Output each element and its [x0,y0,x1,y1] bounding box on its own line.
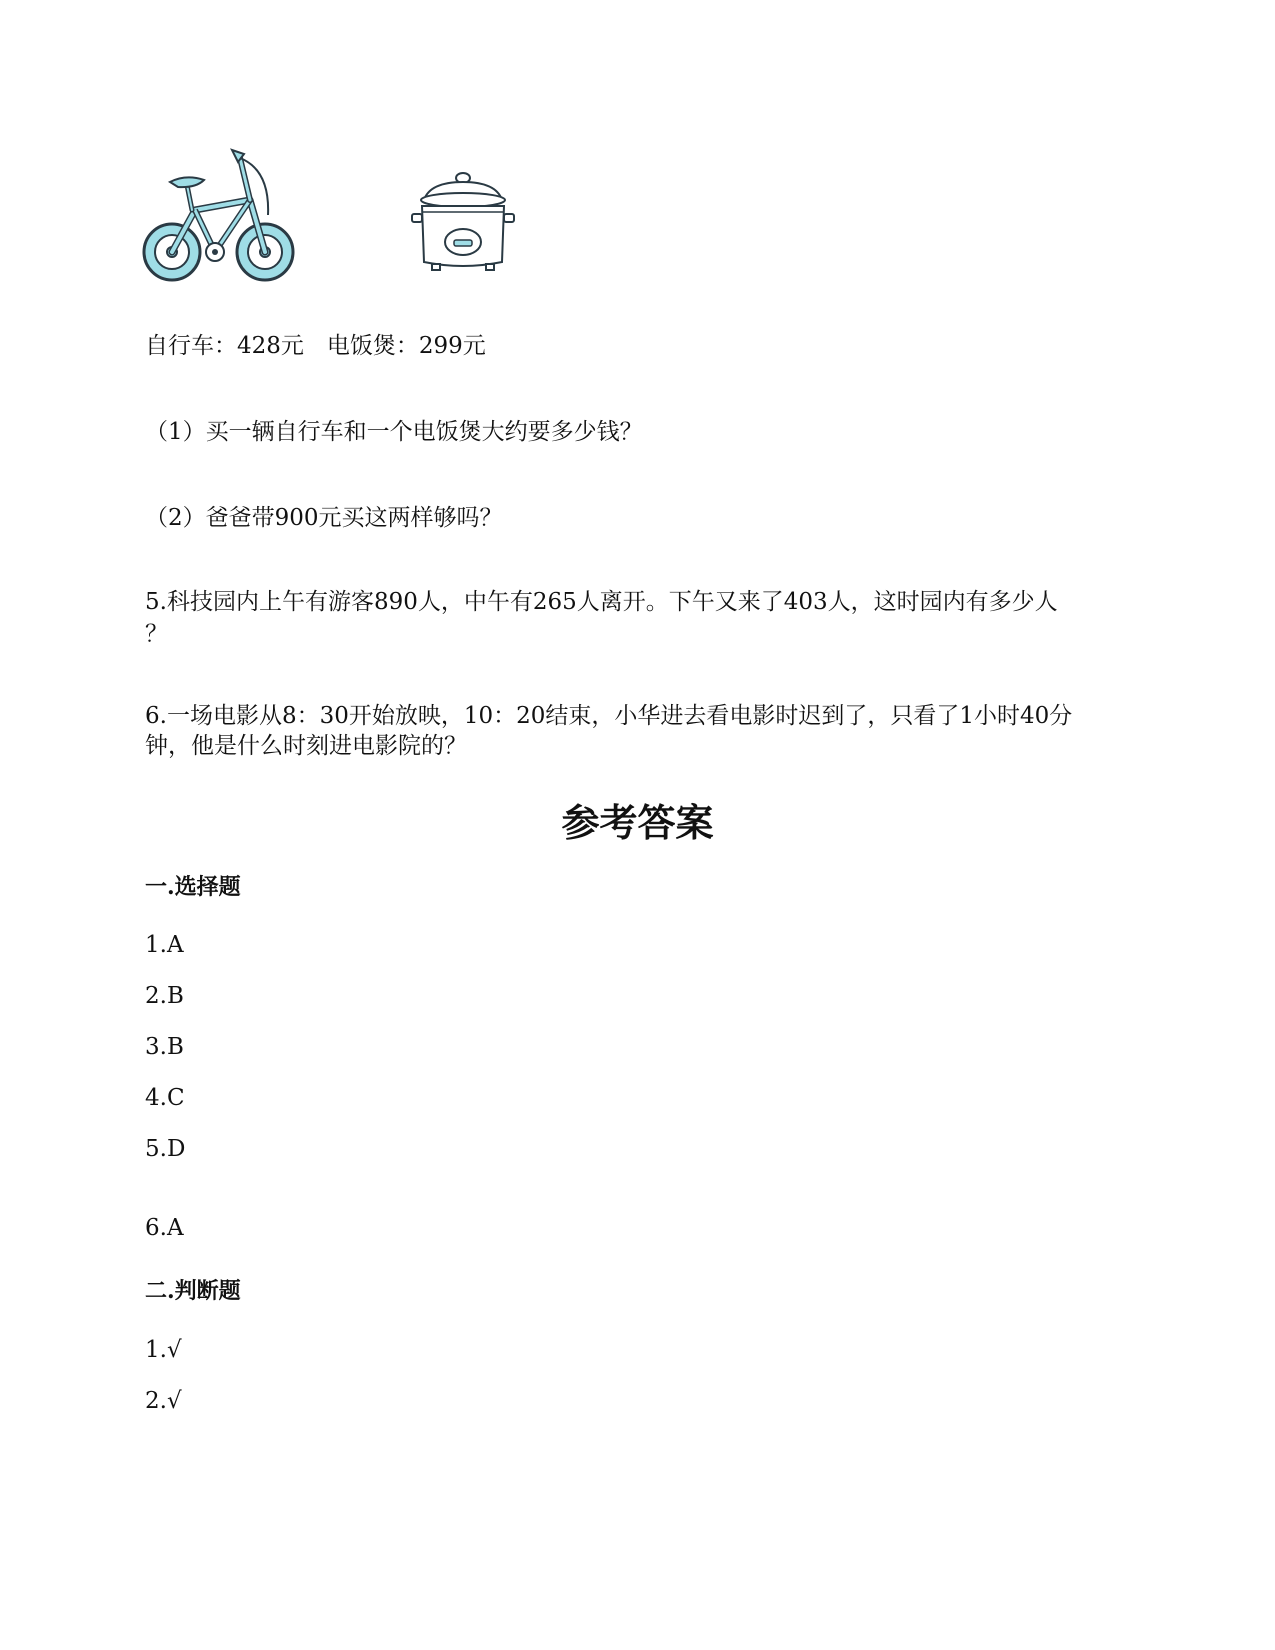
question-4-part-2: （2）爸爸带900元买这两样够吗？ [145,505,503,531]
bicycle-illustration [140,140,300,285]
answer-item: 4.C [145,1085,185,1111]
answer-item: 2.√ [145,1388,182,1414]
price-line: 自行车：428元 电饭煲：299元 [145,333,486,359]
answer-item: 6.A [145,1215,184,1241]
section-heading-judgement: 二.判断题 [145,1278,241,1304]
rice-cooker-illustration [410,170,525,280]
question-4-part-1: （1）买一辆自行车和一个电饭煲大约要多少钱？ [145,419,643,445]
question-6-line-2: 钟，他是什么时刻进电影院的？ [145,733,467,759]
section-heading-choice: 一.选择题 [145,874,241,900]
question-5-line-1: 5.科技园内上午有游客890人，中午有265人离开。下午又来了403人，这时园内有多少人 [145,589,1058,615]
answers-title: 参考答案 [561,800,714,845]
answer-item: 2.B [145,983,184,1009]
answer-item: 5.D [145,1136,186,1162]
answer-item: 3.B [145,1034,184,1060]
answer-item: 1.A [145,932,184,958]
question-5-line-2: ？ [145,621,168,647]
question-6-line-1: 6.一场电影从8：30开始放映，10：20结束，小华进去看电影时迟到了，只看了1小时40分 [145,703,1073,729]
answer-item: 1.√ [145,1337,182,1363]
